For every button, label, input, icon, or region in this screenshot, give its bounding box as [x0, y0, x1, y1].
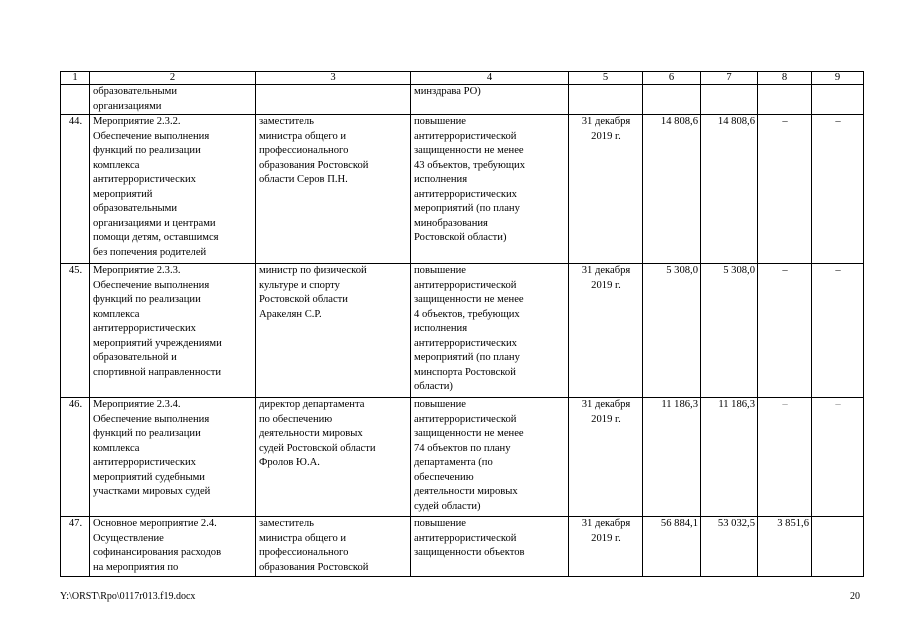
header-col-8: 8	[758, 72, 812, 85]
cell-col-8: –	[758, 115, 812, 264]
cell-responsible: министр по физической культуре и спорту Ростовской области Аракелян С.Р.	[256, 264, 411, 398]
footer-file-path: Y:\ORST\Rpo\0117r013.f19.docx	[60, 591, 196, 602]
cell-empty	[61, 85, 90, 115]
cell-date: 31 декабря 2019 г.	[569, 115, 643, 264]
cell-total: 56 884,1	[643, 517, 701, 577]
cell-result: повышение антитеррористической защищенности не менее 74 объектов по плану департамента (по обеспечению деятельности мировых судей области)	[411, 398, 569, 517]
row-number: 46.	[61, 398, 90, 517]
header-col-9: 9	[812, 72, 864, 85]
header-col-5: 5	[569, 72, 643, 85]
cell-result: повышение антитеррористической защищенности не менее 4 объектов, требующих исполнения антитеррористических мероприятий (по плану минспорта Ростовской области)	[411, 264, 569, 398]
cell-activity: Мероприятие 2.3.2. Обеспечение выполнения функций по реализации комплекса антитеррористических мероприятий образовательными организациями и центрами помощи детям, оставшимся без попечения родителей	[90, 115, 256, 264]
cell-activity: образовательными организациями	[90, 85, 256, 115]
cell-regional: 53 032,5	[701, 517, 758, 577]
cell-col-8: 3 851,6	[758, 517, 812, 577]
cell-responsible: директор департамента по обеспечению деятельности мировых судей Ростовской области Фролов Ю.А.	[256, 398, 411, 517]
cell-regional: 11 186,3	[701, 398, 758, 517]
cell-activity: Мероприятие 2.3.3. Обеспечение выполнения функций по реализации комплекса антитеррористических мероприятий учреждениями образовательной и спортивной направленности	[90, 264, 256, 398]
page-number: 20	[850, 591, 860, 602]
row-number: 44.	[61, 115, 90, 264]
table-row	[61, 517, 864, 577]
cell-responsible: заместитель министра общего и профессионального образования Ростовской	[256, 517, 411, 577]
cell-date: 31 декабря 2019 г.	[569, 398, 643, 517]
cell-empty	[643, 85, 701, 115]
cell-responsible: заместитель министра общего и профессионального образования Ростовской области Серов П.Н.	[256, 115, 411, 264]
cell-date: 31 декабря 2019 г.	[569, 264, 643, 398]
header-row	[61, 72, 864, 85]
activities-table	[60, 71, 864, 577]
header-col-7: 7	[701, 72, 758, 85]
header-col-6: 6	[643, 72, 701, 85]
cell-total: 5 308,0	[643, 264, 701, 398]
cell-result: повышение антитеррористической защищенности объектов	[411, 517, 569, 577]
cell-total: 11 186,3	[643, 398, 701, 517]
cell-activity: Мероприятие 2.3.4. Обеспечение выполнения функций по реализации комплекса антитеррористических мероприятий судебными участками мировых судей	[90, 398, 256, 517]
cell-result: повышение антитеррористической защищенности не менее 43 объектов, требующих исполнения антитеррористических мероприятий (по плану минобразования Ростовской области)	[411, 115, 569, 264]
header-col-4: 4	[411, 72, 569, 85]
cell-col-9: –	[812, 264, 864, 398]
cell-empty	[256, 85, 411, 115]
header-col-1: 1	[61, 72, 90, 85]
cell-col-8: –	[758, 264, 812, 398]
cell-empty	[701, 85, 758, 115]
table-row	[61, 398, 864, 517]
cell-col-9: –	[812, 398, 864, 517]
cell-col-9	[812, 517, 864, 577]
row-number: 47.	[61, 517, 90, 577]
cell-empty	[758, 85, 812, 115]
row-number: 45.	[61, 264, 90, 398]
cell-activity: Основное мероприятие 2.4. Осуществление софинансирования расходов на мероприятия по	[90, 517, 256, 577]
header-col-2: 2	[90, 72, 256, 85]
cell-empty	[569, 85, 643, 115]
cell-date: 31 декабря 2019 г.	[569, 517, 643, 577]
continuation-row	[61, 85, 864, 115]
cell-regional: 5 308,0	[701, 264, 758, 398]
table-row	[61, 264, 864, 398]
cell-col-9: –	[812, 115, 864, 264]
cell-result: минздрава РО)	[411, 85, 569, 115]
cell-col-8: –	[758, 398, 812, 517]
cell-empty	[812, 85, 864, 115]
header-col-3: 3	[256, 72, 411, 85]
cell-total: 14 808,6	[643, 115, 701, 264]
cell-regional: 14 808,6	[701, 115, 758, 264]
table-row	[61, 115, 864, 264]
